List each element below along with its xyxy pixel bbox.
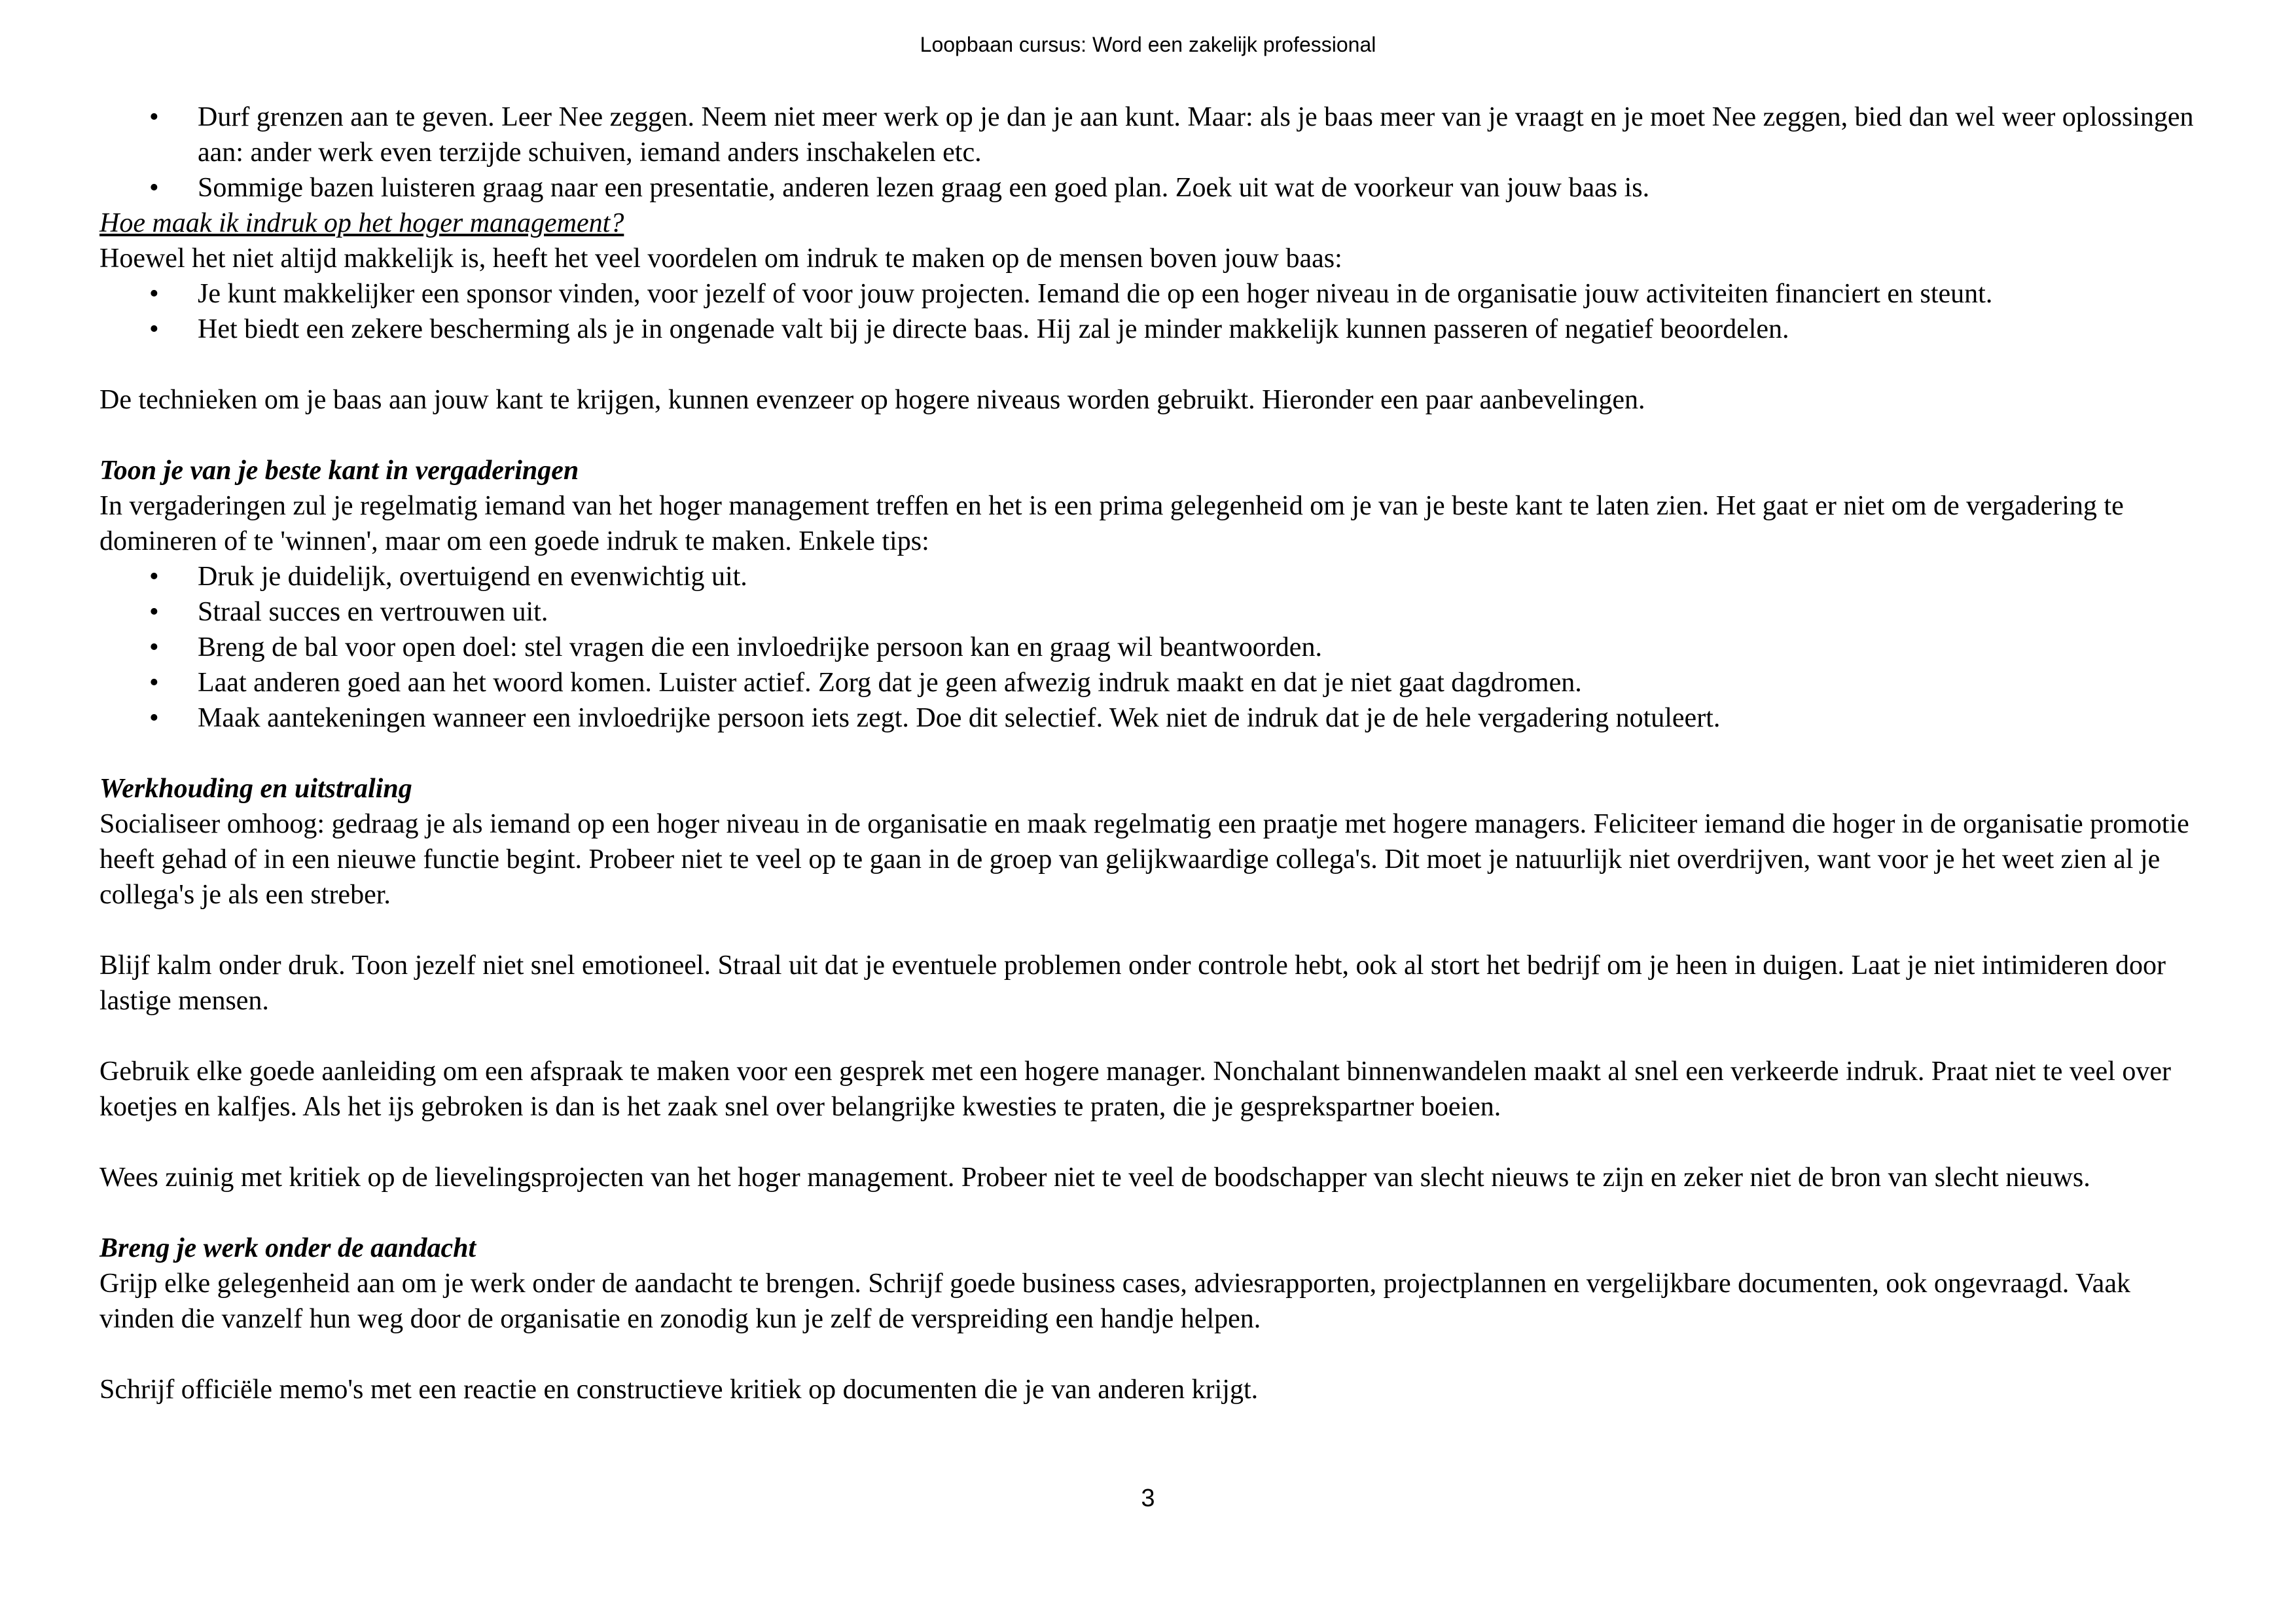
paragraph: Grijp elke gelegenheid aan om je werk onder de aandacht te brengen. Schrijf goede business cases, adviesrapporten, projectplannen en vergelijkbare documenten, ook ongevraagd. Vaak vinden die vanzelf hun weg door de organisatie en zonodig kun je zelf de verspreiding een handje helpen. [99,1269,2130,1334]
list-item: • Durf grenzen aan te geven. Leer Nee zeggen. Neem niet meer werk op je dan je aan kunt. Maar: als je baas meer van je vraagt en je moet Nee zeggen, bied dan wel weer oplossingen aan: ander werk even terzijde schuiven, iemand anders inschakelen etc. [99,99,2207,170]
section-heading-werkhouding: Werkhouding en uitstraling [99,774,412,804]
hoger-bullet-list [99,276,2207,347]
paragraph: Schrijf officiële memo's met een reactie en constructieve kritiek op documenten die je van anderen krijgt. [99,1375,1259,1405]
list-item: • Breng de bal voor open doel: stel vragen die een invloedrijke persoon kan en graag wil beantwoorden. [99,630,2207,665]
paragraph: Gebruik elke goede aanleiding om een afspraak te maken voor een gesprek met een hogere manager. Nonchalant binnenwandelen maakt al snel een verkeerde indruk. Praat niet te veel over koetjes en kalfjes. Als het ijs gebroken is dan is het zaak snel over belangrijke kwesties te praten, die je gesprekspartner boeien. [99,1056,2171,1122]
list-item: • Straal succes en vertrouwen uit. [99,594,2207,630]
section-heading-vergaderingen: Toon je van je beste kant in vergaderingen [99,456,579,486]
paragraph: De technieken om je baas aan jouw kant te krijgen, kunnen evenzeer op hogere niveaus worden gebruikt. Hieronder een paar aanbevelingen. [99,385,1645,415]
list-item: • Maak aantekeningen wanneer een invloedrijke persoon iets zegt. Doe dit selectief. Wek niet de indruk dat je de hele vergadering notuleert. [99,700,2207,736]
paragraph: Wees zuinig met kritiek op de lievelingsprojecten van het hoger management. Probeer niet te veel de boodschapper van slecht nieuws te zijn en zeker niet de bron van slecht nieuws. [99,1163,2090,1193]
page-header: Loopbaan cursus: Word een zakelijk professional [920,33,1376,56]
section-heading-hoger-management: Hoe maak ik indruk op het hoger management? [99,208,624,238]
intro-bullet-list [99,99,2207,206]
vergaderingen-bullet-list [99,559,2207,736]
page-content [99,99,2207,1407]
list-item: • Laat anderen goed aan het woord komen. Luister actief. Zorg dat je geen afwezig indruk maakt en dat je niet gaat dagdromen. [99,665,2207,700]
paragraph: Socialiseer omhoog: gedraag je als iemand op een hoger niveau in de organisatie en maak regelmatig een praatje met hogere managers. Feliciteer iemand die hoger in de organisatie promotie heeft gehad of in een nieuwe functie begint. Probeer niet te veel op te gaan in de groep van gelijkwaardige collega's. Dit moet je natuurlijk niet overdrijven, want voor je het weet zien al je collega's je als een streber. [99,809,2189,910]
list-item: • Sommige bazen luisteren graag naar een presentatie, anderen lezen graag een goed plan. Zoek uit wat de voorkeur van jouw baas is. [99,170,2207,206]
list-item: • Druk je duidelijk, overtuigend en evenwichtig uit. [99,559,2207,594]
list-item: • Het biedt een zekere bescherming als je in ongenade valt bij je directe baas. Hij zal je minder makkelijk kunnen passeren of negatief beoordelen. [99,312,2207,347]
paragraph: Blijf kalm onder druk. Toon jezelf niet snel emotioneel. Straal uit dat je eventuele problemen onder controle hebt, ook al stort het bedrijf om je heen in duigen. Laat je niet intimideren door lastige mensen. [99,950,2166,1016]
page-number: 3 [1141,1485,1155,1512]
paragraph: Hoewel het niet altijd makkelijk is, heeft het veel voordelen om indruk te maken op de mensen boven jouw baas: [99,244,1342,274]
paragraph: In vergaderingen zul je regelmatig iemand van het hoger management treffen en het is een prima gelegenheid om je van je beste kant te laten zien. Het gaat er niet om de vergadering te domineren of te 'winnen', maar om een goede indruk te maken. Enkele tips: [99,491,2124,556]
list-item: • Je kunt makkelijker een sponsor vinden, voor jezelf of voor jouw projecten. Iemand die op een hoger niveau in de organisatie jouw activiteiten financiert en steunt. [99,276,2207,312]
section-heading-aandacht: Breng je werk onder de aandacht [99,1233,476,1263]
